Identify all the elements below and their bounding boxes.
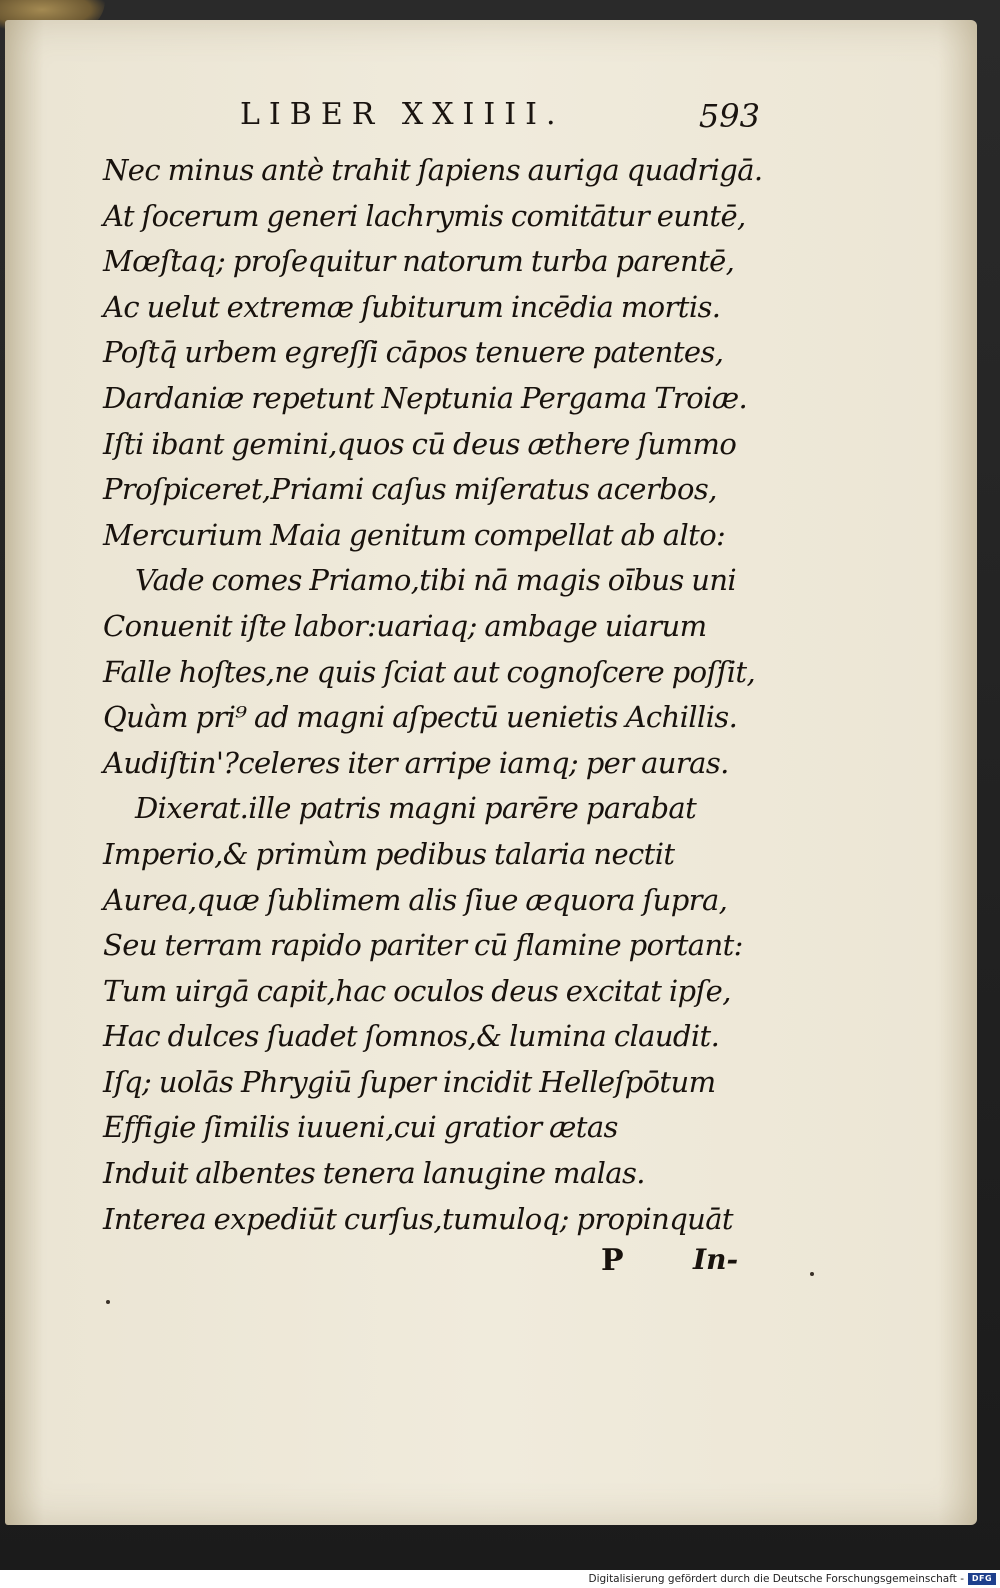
verse-line: Proſpiceret,Priami caſus miſeratus acerbos,: [103, 472, 717, 507]
verse-line: Tum uirgā capit,hac oculos deus excitat ipſe,: [103, 973, 731, 1008]
verse-line: Iſq; uolās Phrygiū ſuper incidit Helleſpōtum: [103, 1064, 716, 1099]
verse-line: Hac dulces ſuadet ſomnos,& lumina claudit.: [103, 1019, 720, 1054]
verse-line: Seu terram rapido pariter cū flamine portant:: [103, 928, 743, 963]
verse-line: Interea expediūt curſus,tumuloq; propinquāt: [103, 1201, 733, 1236]
funding-credit: Digitalisierung gefördert durch die Deutsche Forschungsgemeinschaft -: [588, 1573, 964, 1585]
catchword: In-: [693, 1243, 739, 1276]
verse-line: Dardaniæ repetunt Neptunia Pergama Troiæ.: [103, 380, 748, 415]
verse-line: At ſocerum generi lachrymis comitātur euntē,: [103, 198, 746, 233]
page-header: [240, 97, 760, 141]
verse-line: Ac uelut extremæ ſubiturum incēdia mortis.: [103, 289, 721, 324]
verse-line: Poſtq̄ urbem egreſſi cāpos tenuere patentes,: [103, 335, 724, 370]
verse-line: Dixerat.ille patris magni parēre parabat: [135, 791, 697, 826]
verse-line: Effigie ſimilis iuueni,cui gratior ætas: [103, 1110, 618, 1145]
dfg-logo-icon: DFG: [968, 1573, 996, 1585]
verse-line: Falle hoſtes,ne quis ſciat aut cognoſcere poſſit,: [103, 654, 756, 689]
verse-line: Induit albentes tenera lanugine malas.: [103, 1156, 645, 1191]
verse-line: Aurea,quæ ſublimem alis ſiue æquora ſupra,: [103, 882, 728, 917]
verse-line: Audiſtin'?celeres iter arripe iamq; per auras.: [103, 745, 729, 780]
verse-line: Mœſtaq; proſequitur natorum turba parentē,: [103, 244, 735, 279]
verse-line: Conuenit iſte labor:uariaq; ambage uiarum: [103, 608, 707, 643]
verse-line: Nec minus antè trahit ſapiens auriga quadrigā.: [103, 153, 763, 187]
catchline: [103, 1243, 783, 1283]
verse-line: Imperio,& primùm pedibus talaria nectit: [103, 836, 675, 871]
verse-block: [103, 148, 783, 1242]
signature-mark: P: [601, 1243, 624, 1278]
verse-line: Quàm pri⁹ ad magni aſpectū uenietis Achillis.: [103, 700, 738, 735]
verse-line: Mercurium Maia genitum compellat ab alto:: [103, 517, 726, 552]
ink-speck: [106, 1300, 110, 1304]
ink-speck: [810, 1272, 814, 1276]
running-title: LIBER XXIIII.: [240, 97, 565, 132]
verse-line: Vade comes Priamo,tibi nā magis oībus uni: [135, 563, 737, 598]
verse-line: Iſti ibant gemini,quos cū deus æthere ſummo: [103, 426, 737, 461]
folio-number: 593: [698, 97, 760, 135]
footer-bar: [0, 1570, 1000, 1588]
